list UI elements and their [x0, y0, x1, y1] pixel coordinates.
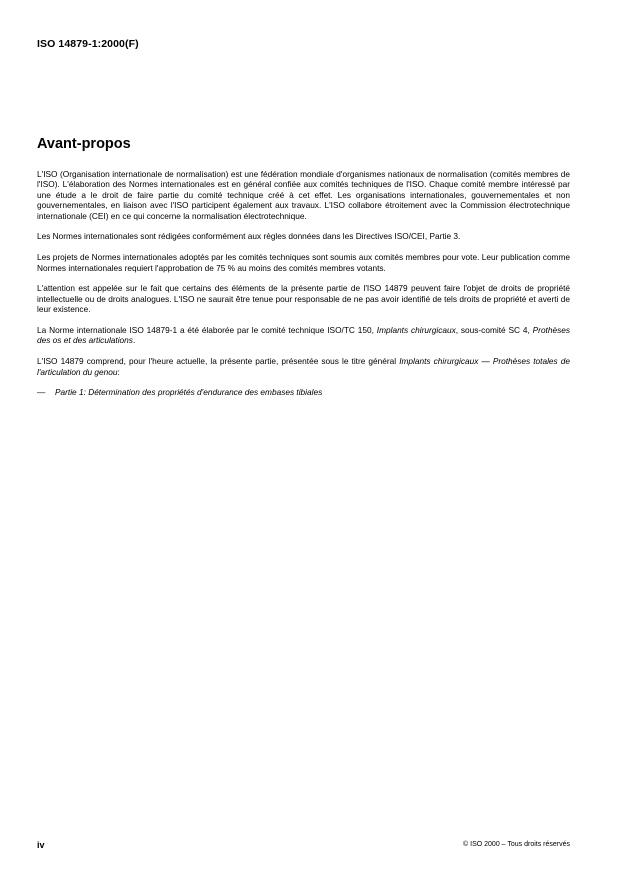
foreword-body [37, 169, 570, 398]
page-title: Avant-propos [37, 136, 131, 152]
period: . [132, 335, 136, 346]
copyright: © ISO 2000 – Tous droits réservés [463, 841, 570, 848]
document-id: ISO 14879-1:2000(F) [37, 38, 139, 50]
paragraph-patent-rights: L'attention est appelée sur le fait que certains des éléments de la présente partie de l'ISO 14879 peuvent faire l'objet de droits de propriété intellectuelle ou de droits analogues. L'ISO ne saurait être tenue pour responsable de ne pas avoir identifié de tels droits de propriété et averti de leur existence. [37, 283, 570, 315]
subcommittee-text: , sous-comité SC 4, [455, 325, 533, 336]
list-item [37, 387, 570, 397]
page-number: iv [37, 840, 45, 850]
dash-bullet: — [37, 387, 46, 398]
committee-text: La Norme internationale ISO 14879-1 a été élaborée par le comité technique ISO/TC 150, [37, 325, 377, 336]
colon: : [117, 366, 120, 377]
parts-text: L'ISO 14879 comprend, pour l'heure actuelle, la présente partie, présentée sous le titre général [37, 356, 400, 367]
general-title: Implants chirurgicaux — Prothèses totales de l'articulation du genou [37, 356, 570, 377]
paragraph-voting: Les projets de Normes internationales adoptés par les comités techniques sont soumis aux comités membres pour vote. Leur publication comme Normes internationales requiert l'approbation de 75 % au moins des comités membres votants. [37, 252, 570, 273]
committee-name: Implants chirurgicaux [376, 325, 456, 336]
paragraph-directives: Les Normes internationales sont rédigées conformément aux règles données dans les Directives ISO/CEI, Partie 3. [37, 231, 461, 242]
paragraph-iso-organisation: L'ISO (Organisation internationale de normalisation) est une fédération mondiale d'organismes nationaux de normalisation (comités membres de l'ISO). L'élaboration des Normes internationales est en général confiée aux comités techniques de l'ISO. Chaque comité membre intéressé par une étude a le droit de faire partie du comité technique créé à cet effet. Les organisations internationales, gouvernementales et non gouvernementales, en liaison avec l'ISO participent également aux travaux. L'ISO collabore étroitement avec la Commission électrotechnique internationale (CEI) en ce qui concerne la normalisation électrotechnique. [37, 169, 570, 221]
paragraph-committee [37, 325, 570, 346]
paragraph-parts [37, 356, 570, 377]
list-item-text: Partie 1: Détermination des propriétés d'endurance des embases tibiales [55, 387, 323, 398]
subcommittee-name: Prothèses des os et des articulations [37, 325, 570, 346]
